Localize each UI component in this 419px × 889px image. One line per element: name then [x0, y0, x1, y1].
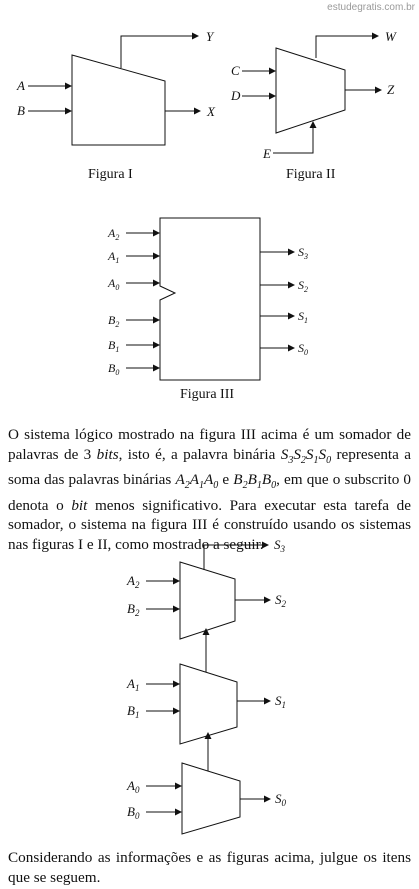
fig1-label-b: B	[17, 103, 25, 118]
fig3-label-b1: B	[108, 338, 116, 352]
fig3-label-s3: S	[298, 245, 304, 259]
adder-label-b2: B	[127, 601, 135, 616]
figure-2	[242, 36, 381, 153]
adder-construction	[146, 545, 270, 834]
adder-label-b0: B	[127, 804, 135, 819]
svg-text:S1: $S_1$	[275, 693, 286, 710]
figure-1-caption: Figura I	[88, 167, 133, 182]
svg-text:S3: $S_3$	[274, 537, 285, 554]
adder-label-s3: S	[274, 537, 281, 552]
svg-text:A2: $A_2$	[127, 573, 140, 590]
adder-stage-0-block	[182, 763, 240, 834]
figure-3	[126, 218, 294, 380]
figure-3-block	[160, 218, 260, 380]
svg-text:B2: $B_2$	[127, 601, 140, 618]
word-b: $B_2B_1B_0$	[233, 471, 277, 492]
svg-text:S0: $S_0$	[298, 341, 308, 357]
svg-text:S2: $S_2$	[298, 278, 308, 294]
adder-label-a1: A	[127, 676, 135, 691]
fig3-label-s1: S	[298, 309, 304, 323]
word-s: $S_3S_2S_1S_0$	[280, 445, 332, 466]
svg-text:S3: $S_3$	[298, 245, 308, 261]
fig3-label-b0: B	[108, 361, 116, 375]
fig3-label-s0: S	[298, 341, 304, 355]
figure-1-block	[72, 55, 165, 145]
svg-text:A1: $A_1$	[108, 249, 120, 265]
fig3-label-b2: B	[108, 313, 116, 327]
figure-2-block	[276, 48, 345, 133]
svg-text:B0: $B_0$	[108, 361, 120, 377]
figure-3-caption: Figura III	[180, 387, 235, 402]
adder-label-b1: B	[127, 703, 135, 718]
fig2-label-c: C	[231, 63, 240, 78]
fig1-label-a: A	[17, 78, 25, 93]
svg-text:A2: $A_2$	[108, 226, 120, 242]
svg-text:S0: $S_0$	[275, 791, 286, 808]
adder-label-a2: A	[127, 573, 135, 588]
adder-label-s1: S	[275, 693, 282, 708]
problem-statement: O sistema lógico mostrado na figura III acima é um somador de palavras de 3 bits, isto é, a palavra binária $S_3S_2S_1S_0$ representa a soma das palavras binárias $A_2A_1A_0$ e $B_2B_1B_0$, em que o subscrito 0 denota o bit menos significativo. Para executar esta tarefa de somador, o sistema na figura III é construído usando os sistemas nas figuras I e II, como mostrado a seguir.	[8, 426, 412, 554]
svg-text:B1: $B_1$	[108, 338, 120, 354]
svg-text:B1: $B_1$	[127, 703, 140, 720]
svg-text:A0: $A_0$	[127, 778, 140, 795]
adder-label-s0: S	[275, 791, 282, 806]
svg-text:S1: $S_1$	[298, 309, 308, 325]
adder-stage-1-block	[180, 664, 237, 744]
fig3-label-a2: A	[108, 226, 116, 240]
instruction-text: Considerando as informações e as figuras acima, julgue os itens que se seguem.	[8, 849, 411, 886]
figure-2-caption: Figura II	[286, 167, 336, 182]
svg-text:B0: $B_0$	[127, 804, 140, 821]
fig1-label-x: X	[207, 104, 215, 119]
fig2-label-w: W	[385, 29, 396, 44]
svg-text:A0: $A_0$	[108, 276, 120, 292]
adder-label-a0: A	[127, 778, 135, 793]
fig2-label-e: E	[263, 146, 271, 161]
fig3-label-s2: S	[298, 278, 304, 292]
adder-label-s2: S	[275, 592, 282, 607]
fig3-label-a1: A	[108, 249, 116, 263]
svg-text:A1: $A_1$	[127, 676, 140, 693]
fig2-label-z: Z	[387, 82, 395, 97]
word-a: $A_2A_1A_0$	[175, 471, 219, 492]
fig1-label-y: Y	[206, 29, 214, 44]
watermark: estudegratis.com.br	[327, 2, 415, 13]
fig3-label-a0: A	[108, 276, 116, 290]
adder-stage-2-block	[180, 562, 235, 639]
fig2-label-d: D	[231, 88, 241, 103]
svg-text:S2: $S_2$	[275, 592, 286, 609]
svg-text:B2: $B_2$	[108, 313, 120, 329]
figure-1	[28, 36, 200, 145]
